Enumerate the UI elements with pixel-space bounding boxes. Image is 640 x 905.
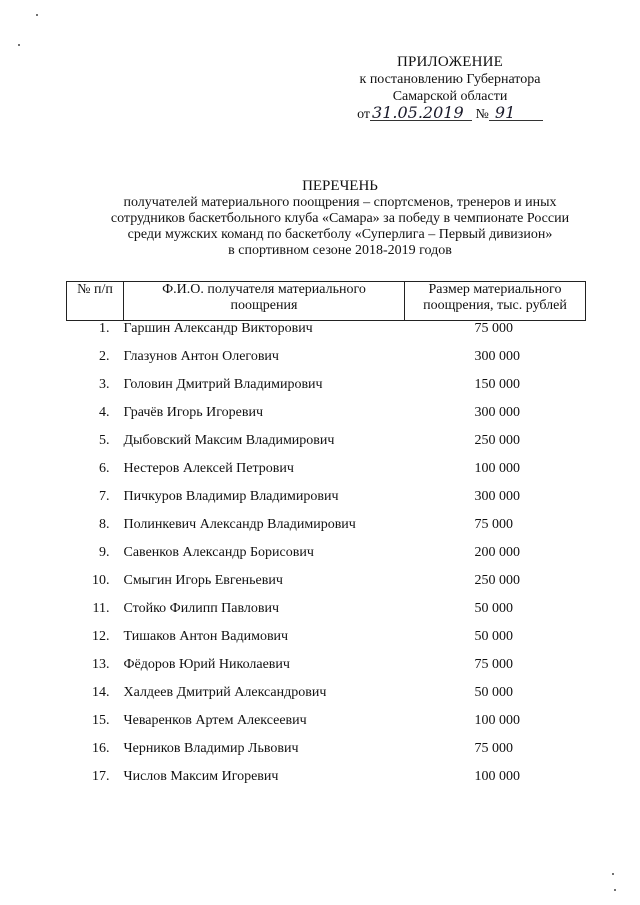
title-line-1: получателей материального поощрения – спортсменов, тренеров и иных: [123, 195, 557, 210]
order-date: 31.05.2019: [370, 105, 472, 121]
row-number: 13.: [92, 657, 110, 672]
row-number: 6.: [99, 461, 110, 476]
award-amount: 100 000: [474, 769, 520, 784]
row-number: 4.: [99, 405, 110, 420]
recipient-name: Нестеров Алексей Петрович: [123, 461, 294, 476]
from-label: от: [357, 107, 371, 122]
header-name: [124, 282, 405, 321]
table-header-row: [67, 282, 586, 321]
scan-speck: [36, 14, 38, 16]
scan-speck: [612, 873, 614, 875]
award-amount: 300 000: [474, 489, 520, 504]
award-amount: 100 000: [474, 713, 520, 728]
row-number: 2.: [99, 349, 110, 364]
table-row: [67, 601, 586, 629]
recipient-name: Числов Максим Игоревич: [123, 769, 279, 784]
table-row: [67, 657, 586, 685]
award-amount: 75 000: [474, 741, 513, 756]
appendix-block: [330, 54, 570, 123]
header-num: № п/п: [67, 282, 124, 321]
row-number: 11.: [92, 601, 110, 616]
scan-speck: [18, 44, 20, 46]
recipient-name: Чеваренков Артем Алексеевич: [123, 713, 307, 728]
table-body: [67, 321, 586, 798]
header-amount: [405, 282, 586, 321]
appendix-line-2: Самарской области: [392, 89, 508, 104]
award-amount: 50 000: [474, 685, 513, 700]
row-number: 17.: [92, 769, 110, 784]
table-row: [67, 433, 586, 461]
recipients-table: [66, 281, 586, 797]
recipient-name: Пичкуров Владимир Владимирович: [123, 489, 339, 504]
table-row: [67, 629, 586, 657]
recipient-name: Черников Владимир Львович: [123, 741, 299, 756]
award-amount: 50 000: [474, 629, 513, 644]
recipient-name: Фёдоров Юрий Николаевич: [123, 657, 290, 672]
award-amount: 200 000: [474, 545, 520, 560]
row-number: 3.: [99, 377, 110, 392]
award-amount: 250 000: [474, 433, 520, 448]
row-number: 7.: [99, 489, 110, 504]
header-amount-line-2: поощрения, тыс. рублей: [423, 298, 567, 313]
row-number: 1.: [99, 321, 110, 336]
row-number: 14.: [92, 685, 110, 700]
table-row: [67, 769, 586, 797]
award-amount: 50 000: [474, 601, 513, 616]
document-title: ПЕРЕЧЕНЬ: [302, 178, 378, 194]
award-amount: 100 000: [474, 461, 520, 476]
row-number: 16.: [92, 741, 110, 756]
row-number: 12.: [92, 629, 110, 644]
header-name-line-1: Ф.И.О. получателя материального: [162, 282, 366, 297]
header-amount-line-1: Размер материального: [428, 282, 562, 297]
row-number: 8.: [99, 517, 110, 532]
table-row: [67, 545, 586, 573]
title-line-4: в спортивном сезоне 2018-2019 годов: [228, 243, 452, 258]
table-row: [67, 573, 586, 601]
recipient-name: Грачёв Игорь Игоревич: [123, 405, 263, 420]
table-row: [67, 489, 586, 517]
table-row: [67, 461, 586, 489]
recipient-name: Халдеев Дмитрий Александрович: [123, 685, 327, 700]
table-row: [67, 377, 586, 405]
award-amount: 75 000: [474, 321, 513, 336]
recipient-name: Савенков Александр Борисович: [123, 545, 314, 560]
award-amount: 300 000: [474, 349, 520, 364]
title-line-3: среди мужских команд по баскетболу «Суперлига – Первый дивизион»: [127, 227, 553, 242]
table-row: [67, 741, 586, 769]
recipient-name: Смыгин Игорь Евгеньевич: [123, 573, 283, 588]
table-row: [67, 517, 586, 545]
row-number: 15.: [92, 713, 110, 728]
award-amount: 250 000: [474, 573, 520, 588]
recipient-name: Гаршин Александр Викторович: [123, 321, 313, 336]
appendix-line-1: к постановлению Губернатора: [359, 72, 541, 87]
table-row: [67, 713, 586, 741]
recipient-name: Дыбовский Максим Владимирович: [123, 433, 335, 448]
title-line-2: сотрудников баскетбольного клуба «Самара» за победу в чемпионате России: [110, 211, 570, 226]
row-number: 5.: [99, 433, 110, 448]
award-amount: 150 000: [474, 377, 520, 392]
header-name-line-2: поощрения: [230, 298, 298, 313]
recipient-name: Полинкевич Александр Владимирович: [123, 517, 356, 532]
row-number: 10.: [92, 573, 110, 588]
award-amount: 75 000: [474, 657, 513, 672]
table-row: [67, 405, 586, 433]
table-row: [67, 321, 586, 350]
number-label: №: [475, 107, 489, 122]
award-amount: 75 000: [474, 517, 513, 532]
recipient-name: Тишаков Антон Вадимович: [123, 629, 289, 644]
order-line: [357, 105, 543, 123]
document-title-block: [40, 178, 640, 259]
recipient-name: Глазунов Антон Олегович: [123, 349, 279, 364]
recipient-name: Головин Дмитрий Владимирович: [123, 377, 323, 392]
table-row: [67, 685, 586, 713]
award-amount: 300 000: [474, 405, 520, 420]
order-number: 91: [489, 105, 543, 121]
row-number: 9.: [99, 545, 110, 560]
scan-speck: [614, 889, 616, 891]
appendix-heading: ПРИЛОЖЕНИЕ: [396, 54, 504, 70]
recipient-name: Стойко Филипп Павлович: [123, 601, 280, 616]
table-row: [67, 349, 586, 377]
